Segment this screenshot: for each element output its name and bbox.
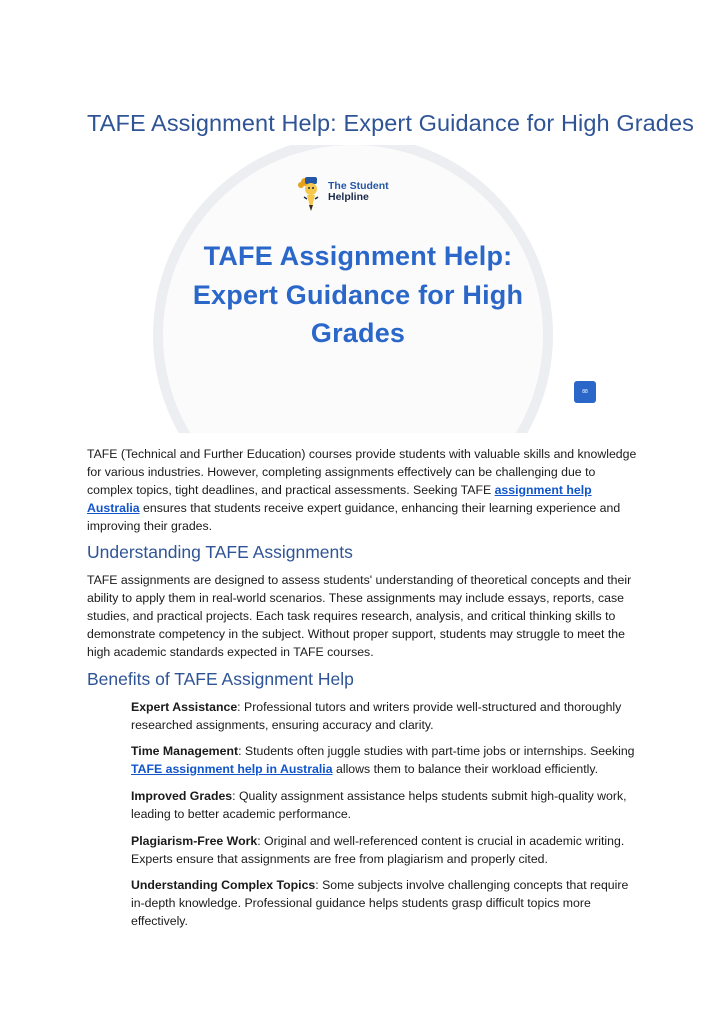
logo-text (328, 181, 389, 203)
benefit-title: Improved Grades (131, 789, 233, 803)
intro-text-before: TAFE (Technical and Further Education) courses provide students with valuable skills and knowledge for various industries. However, completing assignments effectively can be challenging due to complex topics, tight deadlines, and practical assessments. Seeking TAFE (87, 447, 637, 497)
benefit-item (131, 742, 636, 778)
tafe-assignment-help-link[interactable]: TAFE assignment help in Australia (131, 762, 333, 776)
benefit-title: Understanding Complex Topics (131, 878, 316, 892)
benefit-item (131, 698, 636, 734)
benefit-item (131, 832, 636, 868)
intro-text-after: ensures that students receive expert guidance, enhancing their learning experience and improving their grades. (87, 501, 621, 533)
logo-line-1: The Student (328, 180, 389, 192)
benefit-item (131, 787, 636, 823)
benefit-title: Expert Assistance (131, 700, 238, 714)
benefit-text: : Original and well-referenced content is crucial in academic writing. Experts ensure that assignments are free from plagiarism and properly cited. (131, 834, 625, 866)
benefit-title: Time Management (131, 744, 239, 758)
benefit-text-after: allows them to balance their workload efficiently. (332, 762, 599, 776)
benefit-text: : Professional tutors and writers provide well-structured and thoroughly researched assignments, ensuring accuracy and clarity. (131, 700, 622, 732)
page-title: TAFE Assignment Help: Expert Guidance for High Grades (87, 110, 694, 136)
student-helpline-logo (296, 173, 416, 215)
benefit-title: Plagiarism-Free Work (131, 834, 258, 848)
understanding-paragraph: TAFE assignments are designed to assess students' understanding of theoretical concepts and their ability to apply them in real-world scenarios. These assignments may include essays, reports, case studies, and practical projects. Each task requires research, analysis, and critical thinking skills to demonstrate competency in the subject. Without proper support, students may struggle to meet the high academic standards expected in TAFE courses. (87, 573, 632, 659)
hero-image (130, 145, 610, 433)
assignment-help-australia-link[interactable]: assignment help Australia (87, 483, 592, 515)
pencil-mascot-icon (296, 173, 326, 213)
benefit-text: : Quality assignment assistance helps students submit high-quality work, leading to better academic performance. (131, 789, 627, 821)
hero-heading: TAFE Assignment Help: Expert Guidance for High Grades (192, 241, 524, 348)
hero-badge: 88 (574, 381, 596, 403)
benefit-item (131, 876, 636, 930)
intro-paragraph (87, 445, 639, 535)
section-heading-benefits: Benefits of TAFE Assignment Help (87, 669, 354, 689)
logo-line-2: Helpline (328, 191, 369, 203)
benefit-text-before: : Students often juggle studies with part-time jobs or internships. Seeking (238, 744, 635, 758)
benefit-text: : Some subjects involve challenging concepts that require in-depth knowledge. Professional guidance helps students grasp difficult topics more effectively. (131, 878, 629, 928)
section-heading-understanding: Understanding TAFE Assignments (87, 542, 353, 562)
